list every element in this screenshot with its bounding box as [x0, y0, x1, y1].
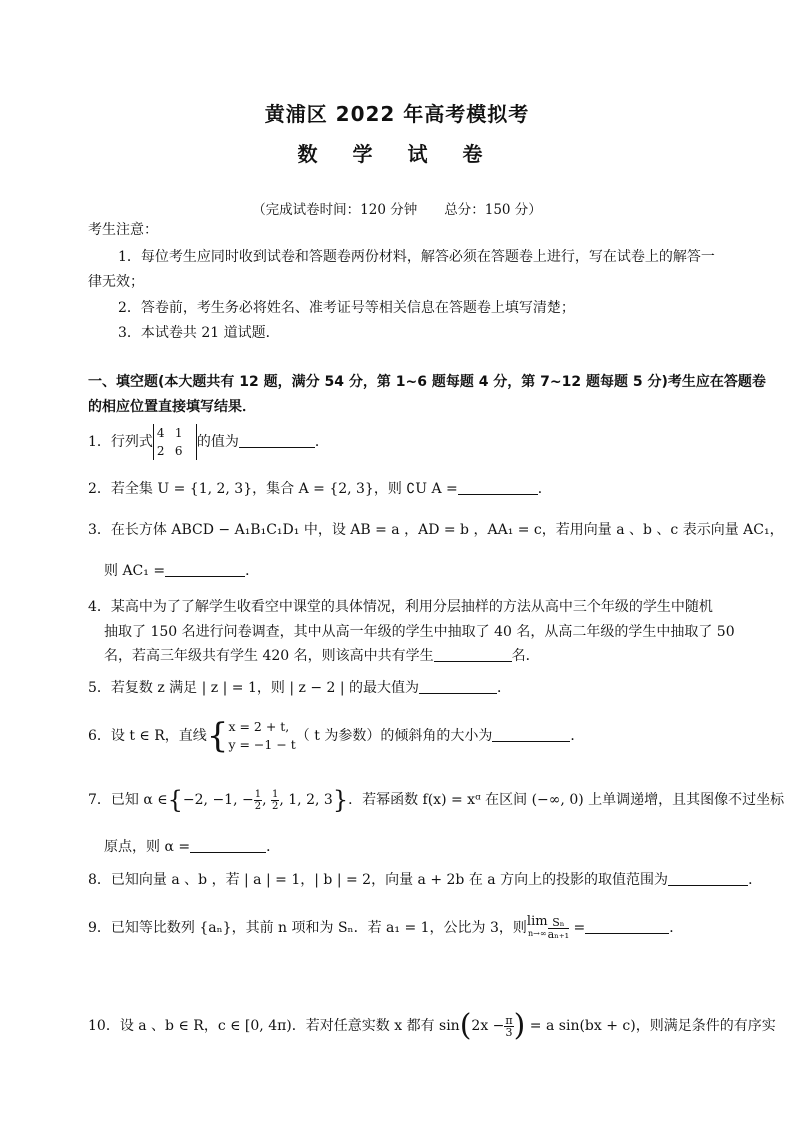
question-4: 4．某高中为了了解学生收看空中课堂的具体情况，利用分层抽样的方法从高中三个年级的学生中随机	[88, 599, 713, 615]
question-4-cont-1: 抽取了 150 名进行问卷调查，其中从高一年级的学生中抽取了 40 名，从高二年级的学生中抽取了 50	[104, 624, 735, 640]
section-heading-cont: 的相应位置直接填写结果．	[88, 399, 256, 415]
question-10: 10．设 a 、b ∈ R，c ∈ [0, 4π)．若对任意实数 x 都有 sin(2x − $\frac{\pi}{3}$ ) = a sin(bx + c)，则满足条件的有序实	[88, 1008, 776, 1043]
answer-blank-3	[165, 562, 245, 577]
answer-blank-9	[585, 919, 669, 934]
answer-blank-1	[239, 433, 315, 448]
question-1: 1．行列式4 1 2 6的值为 ．	[88, 426, 329, 458]
answer-blank-6	[492, 727, 570, 742]
limit: lim n→∞	[526, 914, 548, 938]
section-heading: 一、填空题(本大题共有 12 题，满分 54 分，第 1~6 题每题 4 分，第 7~12 题每题 5 分)考生应在答题卷	[88, 374, 766, 390]
notice-item-1-cont: 律无效；	[88, 274, 144, 290]
question-3: 3．在长方体 ABCD − A₁B₁C₁D₁ 中，设 AB = a ，AD = b ，AA₁ = c，若用向量 a 、b 、c 表示向量 AC₁，	[88, 522, 784, 538]
question-5: 5．若复数 z 满足 | z | = 1，则 | z − 2 | 的最大值为 ．	[88, 680, 512, 696]
determinant: 4 1 2 6	[153, 424, 197, 460]
answer-blank-4	[434, 647, 512, 662]
subject-title: 数 学 试 卷	[297, 142, 497, 166]
question-7: 7．已知 α ∈{−2, −1, − $\frac{1}{2}$ , $\frac{1}{2}$ , 1, 2, 3}．若幂函数 f(x) = xᵅ 在区间 (−∞, 0) 上单调递增，且其图像不过坐标	[88, 786, 785, 814]
notice-heading: 考生注意：	[88, 222, 158, 238]
question-7-cont: 原点，则 α = ．	[104, 839, 281, 855]
question-9: 9．已知等比数列 {aₙ}，其前 n 项和为 Sₙ．若 a₁ = 1，公比为 3，则lim n→∞ $\frac{\text{Sₙ}}{\text{aₙ₊₁}}$ = ．	[88, 914, 684, 941]
answer-blank-7	[190, 838, 266, 853]
notice-item-3: 3．本试卷共 21 道试题．	[118, 325, 280, 341]
parametric-system: x = 2 + t, y = −1 − t	[228, 719, 296, 752]
question-4-cont-2: 名，若高三年级共有学生 420 名，则该高中共有学生 名．	[104, 648, 540, 664]
exam-info: （完成试卷时间：120 分钟 总分：150 分）	[252, 202, 542, 218]
answer-blank-2	[458, 480, 538, 495]
notice-item-1: 1．每位考生应同时收到试卷和答题卷两份材料，解答必须在答题卷上进行，写在试卷上的解答一	[118, 249, 715, 265]
question-6: 6．设 t ∈ R，直线{x = 2 + t, y = −1 − t（ t 为参数）的倾斜角的大小为 ．	[88, 716, 585, 756]
question-3-cont: 则 AC₁ = ．	[104, 563, 260, 579]
question-8: 8．已知向量 a 、b ，若 | a | = 1，| b | = 2，向量 a + 2b 在 a 方向上的投影的取值范围为 ．	[88, 872, 763, 888]
answer-blank-5	[419, 679, 497, 694]
notice-item-2: 2．答卷前，考生务必将姓名、准考证号等相关信息在答题卷上填写清楚；	[118, 300, 575, 316]
answer-blank-8	[668, 871, 748, 886]
exam-title: 黄浦区 2022 年高考模拟考	[264, 102, 530, 126]
question-2: 2．若全集 U = {1, 2, 3}，集合 A = {2, 3}，则 ∁U A = ．	[88, 481, 552, 497]
